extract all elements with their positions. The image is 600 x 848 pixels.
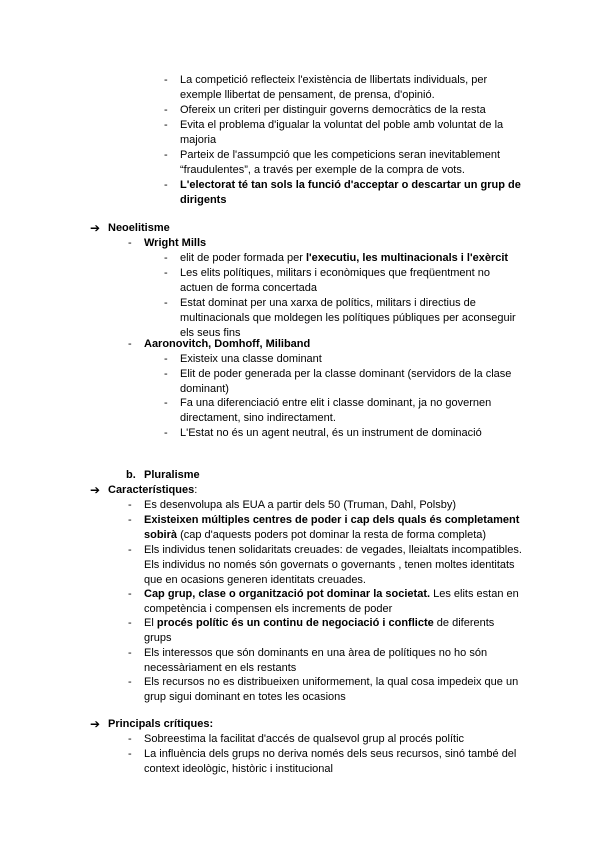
- bullet-dash: -: [164, 74, 168, 86]
- bullet-dash: -: [128, 733, 132, 745]
- arrow-icon: ➔: [90, 221, 101, 235]
- bullet-dash: -: [128, 237, 132, 249]
- list-item: Estat dominat per una xarxa de polítics, militars i directius de multinacionals que moldegen les polítiques públiques per aconseguir els seus fins: [180, 297, 516, 339]
- list-item: Cap grup, clase o organització pot dominar la societat. Les elits estan en competència i compensen els increments de poder: [144, 588, 519, 615]
- bullet-dash: -: [128, 499, 132, 511]
- list-item: La competició reflecteix l'existència de llibertats individuals, per exemple llibertat de pensament, de prensa, d'opinió.: [180, 74, 488, 101]
- bullet-dash: -: [164, 297, 168, 309]
- bullet-dash: -: [128, 338, 132, 350]
- list-item: L'electorat té tan sols la funció d'acceptar o descartar un grup de dirigents: [180, 179, 521, 206]
- list-item: Existeixen múltiples centres de poder i cap dels quals és completament sobirà (cap d'aquests poders pot dominar la resta de forma completa): [144, 514, 520, 541]
- bullet-dash: -: [128, 748, 132, 760]
- list-item: Elit de poder generada per la classe dominant (servidors de la clase dominant): [180, 368, 512, 395]
- bullet-dash: -: [128, 647, 132, 659]
- bullet-dash: -: [164, 119, 168, 131]
- list-item: Ofereix un criteri per distinguir governs democràtics de la resta: [180, 104, 486, 116]
- arrow-icon: ➔: [90, 717, 101, 731]
- list-item: Les elits polítiques, militars i econòmiques que freqüentment no actuen de forma concertada: [180, 267, 491, 294]
- list-item: elit de poder formada per l'executiu, les multinacionals i l'exèrcit: [180, 252, 509, 264]
- bullet-dash: -: [164, 149, 168, 161]
- bullet-dash: -: [164, 427, 168, 439]
- list-item: Parteix de l'assumpció que les competicions seran inevitablement “fraudulentes”, a través per exemple de la compra de vots.: [180, 149, 501, 176]
- bullet-dash: -: [164, 104, 168, 116]
- list-item: Els recursos no es distribueixen uniformement, la qual cosa impedeix que un grup sigui dominant en totes les ocasions: [144, 676, 519, 703]
- section-heading-neoelitisme: Neoelitisme: [108, 222, 170, 234]
- bullet-dash: -: [164, 397, 168, 409]
- subheading-aaronovitch: Aaronovitch, Domhoff, Miliband: [144, 338, 311, 350]
- list-item: La influència dels grups no deriva només dels seus recursos, sinó també del context ideològic, històric i institucional: [144, 748, 517, 775]
- list-item: Es desenvolupa als EUA a partir dels 50 (Truman, Dahl, Polsby): [144, 499, 457, 511]
- list-item: Sobreestima la facilitat d'accés de qualsevol grup al procés polític: [144, 733, 465, 745]
- section-letter: b.: [126, 469, 136, 481]
- bullet-dash: -: [164, 368, 168, 380]
- bullet-dash: -: [128, 588, 132, 600]
- list-item: Els individus tenen solidaritats creuades: de vegades, lleialtats incompatibles. Els individus no només són governats o governants , tenen moltes identitats que en ocasions generen identitats creuades.: [144, 544, 522, 586]
- bullet-dash: -: [128, 676, 132, 688]
- bullet-dash: -: [164, 179, 168, 191]
- subheading-caracteristiques: Característiques:: [108, 484, 198, 496]
- list-item: Fa una diferenciació entre elit i classe dominant, ja no governen directament, sino indirectament.: [180, 397, 492, 424]
- list-item: L'Estat no és un agent neutral, és un instrument de dominació: [180, 427, 482, 439]
- arrow-icon: ➔: [90, 483, 101, 497]
- bullet-dash: -: [164, 252, 168, 264]
- list-item: Existeix una classe dominant: [180, 353, 322, 365]
- bullet-dash: -: [164, 267, 168, 279]
- bullet-dash: -: [128, 617, 132, 629]
- subheading-wright-mills: Wright Mills: [144, 237, 207, 249]
- list-item: Els interessos que són dominants en una àrea de polítiques no ho són necessàriament en els restants: [144, 647, 488, 674]
- bullet-dash: -: [128, 514, 132, 526]
- section-heading-pluralisme: Pluralisme: [144, 469, 200, 481]
- subheading-critiques: Principals crítiques:: [108, 718, 214, 730]
- list-item: Evita el problema d'igualar la voluntat del poble amb voluntat de la majoria: [180, 119, 504, 146]
- list-item: El procés polític és un continu de negociació i conflicte de diferents grups: [144, 617, 495, 644]
- bullet-dash: -: [164, 353, 168, 365]
- bullet-dash: -: [128, 544, 132, 556]
